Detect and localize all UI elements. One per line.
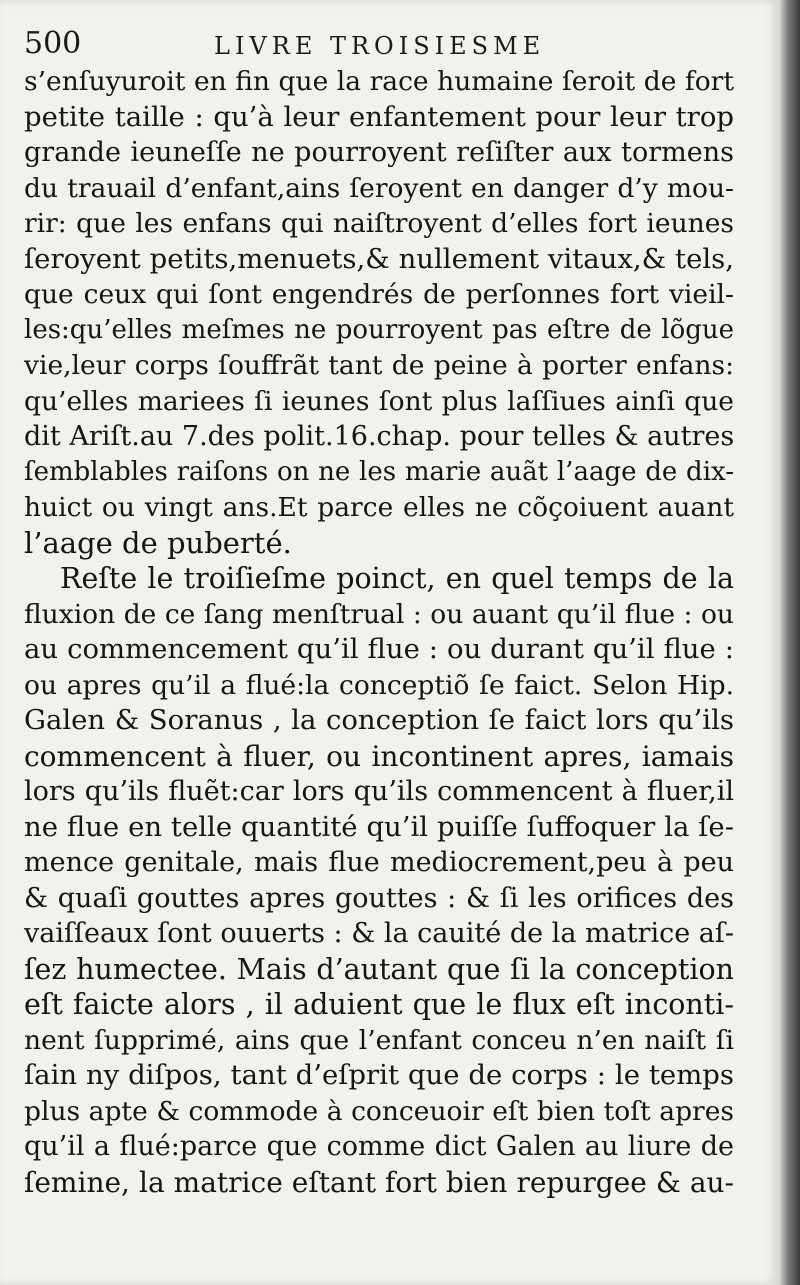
text-line: s’enſuyuroit en fin que la race humaine ſeroit de fort	[24, 66, 734, 97]
text-line: ſeroyent petits,menuets,& nullement vitaux,& tels,	[24, 242, 734, 275]
page-edge	[780, 0, 800, 1285]
text-line: qu’il a flué:parce que comme dict Galen au liure de	[24, 1131, 734, 1162]
text-line: au commencement qu’il flue : ou durant qu’il flue :	[24, 633, 734, 665]
text-line: & quaſi gouttes apres gouttes : & ſi les orifices des	[24, 882, 734, 914]
page-number: 500	[24, 26, 82, 61]
text-line: que ceux qui ſont engendrés de perſonnes fort vieil-	[24, 279, 734, 310]
text-line: ſez humectee. Mais d’autant que ſi la conception	[24, 952, 734, 986]
running-title: LIVRE TROISIESME	[214, 32, 546, 60]
text-line: mence genitale, mais flue mediocrement,peu à peu	[24, 847, 734, 878]
text-line: rir: que les enfans qui naiſtroyent d’elles fort ieunes	[24, 208, 734, 239]
text-line: lors qu’ils fluẽt:car lors qu’ils commencent à fluer,il	[24, 776, 734, 807]
text-line: eſt faicte alors , il aduient que le flux eſt inconti-	[24, 988, 734, 1021]
text-line: l’aage de puberté.	[24, 525, 292, 560]
text-line: huict ou vingt ans.Et parce elles ne cõçoiuent auant	[24, 492, 734, 523]
text-line: Galen & Soranus , la conception ſe faict lors qu’ils	[24, 704, 734, 736]
text-line: vaiſſeaux ſont ouuerts : & la cauité de la matrice aſ-	[24, 918, 734, 949]
page-header	[24, 24, 614, 64]
text-line: qu’elles mariees ſi ieunes ſont plus laſſiues ainſi que	[24, 385, 734, 417]
text-line: ne flue en telle quantité qu’il puiſſe ſuffoquer la ſe-	[24, 810, 734, 843]
text-line: fluxion de ce ſang menſtrual : ou auant qu’il flue : ou	[24, 598, 734, 630]
text-line: grande ieuneſſe ne pourroyent reſiſter aux tormens	[24, 137, 734, 168]
text-line: commencent à fluer, ou incontinent apres, iamais	[24, 739, 734, 773]
text-line: nent ſupprimé, ains que l’enfant conceu n’en naiſt ſi	[24, 1024, 734, 1056]
text-line: du trauail d’enfant,ains ſeroyent en danger d’y mou-	[24, 172, 734, 204]
text-line: ſemine, la matrice eſtant fort bien repurgee & au-	[24, 1165, 734, 1199]
text-line: ſain ny diſpos, tant d’eſprit que de corps : le temps	[24, 1059, 734, 1091]
text-line: les:qu’elles meſmes ne pourroyent pas eſtre de lõgue	[24, 314, 734, 345]
text-line: dit Ariſt.au 7.des polit.16.chap. pour telles & autres	[24, 421, 735, 452]
text-line: vie,leur corps ſouffrãt tant de peine à porter enfans:	[24, 350, 734, 381]
text-line: petite taille : qu’à leur enfantement pour leur trop	[24, 100, 734, 133]
text-line: ſemblables raiſons on ne les marie auãt l’aage de dix-	[24, 456, 734, 487]
text-line: plus apte & commode à conceuoir eſt bien toſt apres	[24, 1095, 734, 1127]
body-text	[24, 64, 734, 1200]
paragraph-start-line: Reſte le troiſieſme poinct, en quel temps de la	[60, 562, 734, 595]
text-line: ou apres qu’il a flué:la conceptiõ ſe faict. Selon Hip.	[24, 669, 734, 701]
